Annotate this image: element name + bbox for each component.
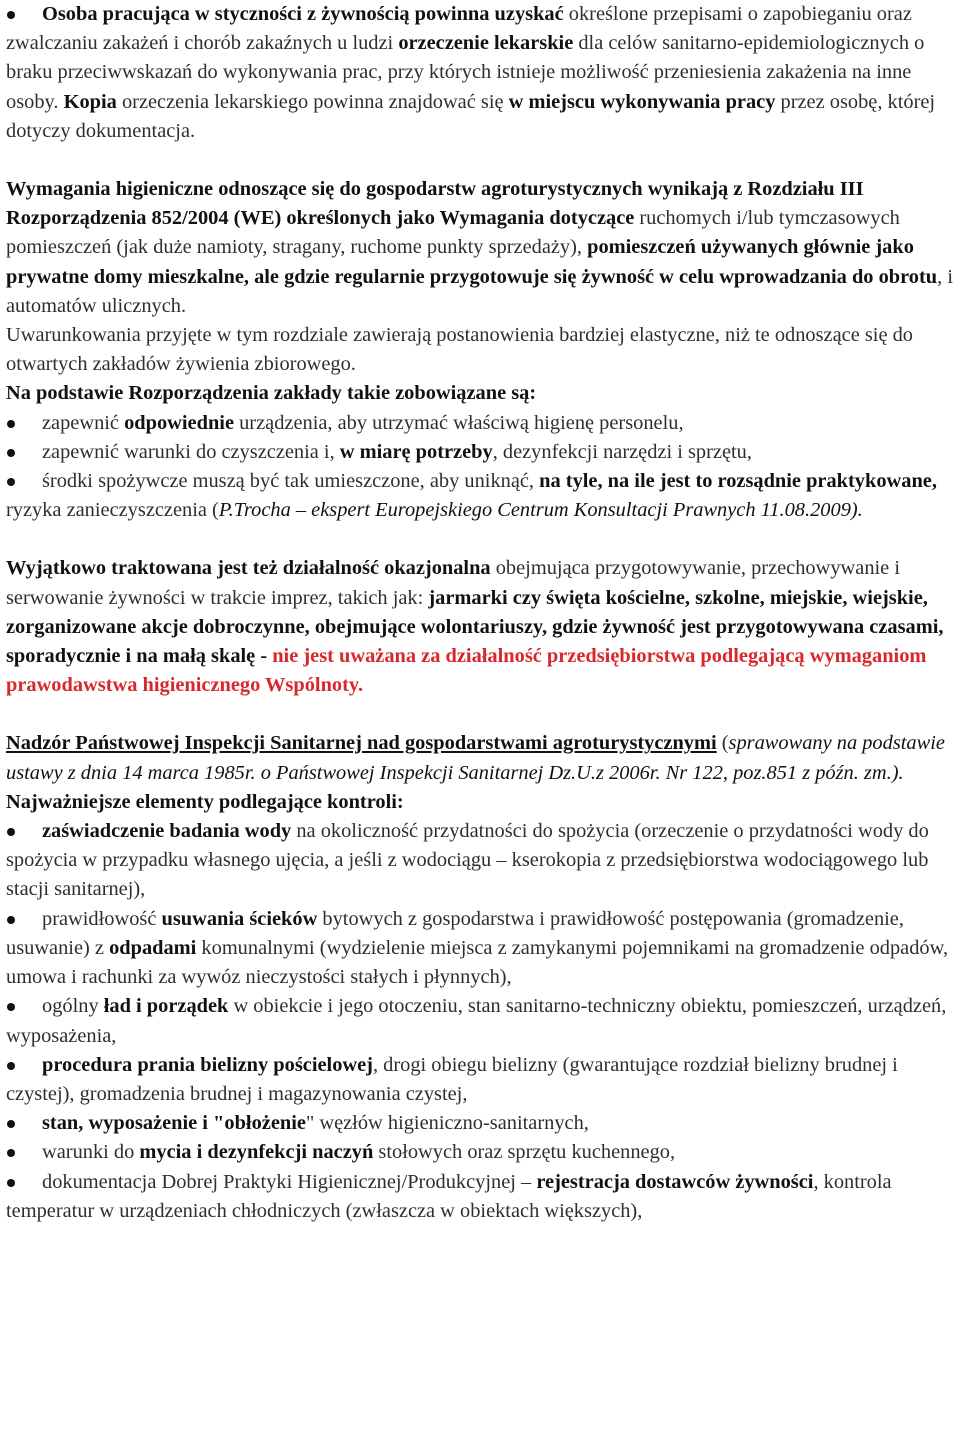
text-run: rejestracja dostawców żywności xyxy=(536,1170,814,1193)
text-run: , kontrola temperatur w urządzeniach chłodniczych (zwłaszcza w obiektach większych), xyxy=(6,1170,892,1222)
text-run: zapewnić warunki do czyszczenia i, xyxy=(42,440,340,463)
list-item xyxy=(6,1109,956,1138)
text-run: pomieszczeń używanych głównie jako prywatne domy mieszkalne, ale gdzie regularnie przygotowuje się żywność w celu wprowadzania do obrotu xyxy=(6,236,938,288)
text-run: , drogi obiegu bielizny (gwarantujące rozdział bielizny brudnej i czystej), gromadzenia brudnej i magazynowania czystej, xyxy=(6,1053,898,1105)
text-run: określone przepisami o zapobieganiu oraz zwalczaniu zakażeń i chorób zakaźnych u ludzi xyxy=(6,3,912,55)
text-run: odpowiednie xyxy=(124,411,235,434)
list-item xyxy=(6,1051,956,1109)
text-run: , i automatów ulicznych. xyxy=(6,265,953,317)
text-run: Kopia xyxy=(63,90,117,113)
list-item xyxy=(6,1138,956,1167)
text-run: prawidłowość xyxy=(42,907,162,930)
text-run: na tyle, na ile jest to rozsądnie praktykowane, xyxy=(539,470,937,493)
text-run: stołowych oraz sprzętu kuchennego, xyxy=(373,1141,676,1164)
text-run: w miejscu wykonywania pracy xyxy=(508,90,776,113)
text-run: P.Trocha – ekspert Europejskiego Centrum Konsultacji Prawnych 11.08.2009). xyxy=(218,499,863,522)
text-run: Wyjątkowo traktowana jest też działalność okazjonalna xyxy=(6,557,491,580)
text-run: ryzyka zanieczyszczenia ( xyxy=(6,499,219,522)
text-run: stan, wyposażenie i "obłożenie xyxy=(42,1112,306,1135)
text-run: orzeczenia lekarskiego powinna znajdować się xyxy=(116,90,509,113)
text-run: na okoliczność przydatności do spożycia (orzeczenie o przydatności wody do spożycia w przypadku własnego ujęcia, a jeśli z wodociągu – kserokopia z przedsiębiorstwa wodociągowego lub stacji sanitarnej), xyxy=(6,820,929,901)
text-run: jarmarki czy święta kościelne, szkolne, miejskie, wiejskie, zorganizowane akcje dobroczynne, obejmujące wolontariuszy, gdzie żywność jest przygotowywana czasami, sporadycznie i na małą skalę - xyxy=(6,586,944,668)
list-item-text xyxy=(42,1112,589,1134)
spacer xyxy=(6,146,956,175)
list-item xyxy=(6,1168,956,1226)
text-run: zapewnić xyxy=(42,411,125,434)
text-run: ład i porządek xyxy=(103,995,229,1018)
list-item xyxy=(6,409,956,438)
text-run: Uwarunkowania przyjęte w tym rozdziale zawierają postanowienia bardziej elastyczne, niż te odnoszące się do otwartych zakładów żywienia zbiorowego. xyxy=(6,324,913,376)
text-run: bytowych z gospodarstwa i prawidłowość postępowania (gromadzenie, usuwanie) z xyxy=(6,907,904,959)
paragraph xyxy=(6,554,956,700)
text-run: komunalnymi (wydzielenie miejsca z zamykanymi pojemnikami na gromadzenie odpadów, umowa i rachunki za wywóz nieczystości stałych i płynnych), xyxy=(6,936,949,989)
list-item-text xyxy=(6,1054,898,1105)
list-item-text xyxy=(42,412,684,434)
text-run: środki spożywcze muszą być tak umieszczone, aby uniknąć, xyxy=(42,470,540,493)
list-item xyxy=(6,992,956,1050)
text-run: w miarę potrzeby xyxy=(339,440,493,463)
spacer xyxy=(6,525,956,554)
text-run: orzeczenie lekarskie xyxy=(398,32,574,55)
text-run: odpadami xyxy=(109,936,197,959)
list-item xyxy=(6,905,956,993)
text-run: urządzenia, aby utrzymać właściwą higienę personelu, xyxy=(234,411,684,434)
text-run: dokumentacja Dobrej Praktyki Higienicznej/Produkcyjnej – xyxy=(42,1170,537,1193)
text-run: usuwania ścieków xyxy=(161,907,318,930)
text-run: ogólny xyxy=(42,995,104,1018)
text-run: dla celów sanitarno-epidemiologicznych o braku przeciwwskazań do wykonywania prac, przy których istnieje możliwość przeniesienia zakażenia na inne osoby. xyxy=(6,32,925,113)
list-item xyxy=(6,438,956,467)
text-run: przez osobę, której dotyczy dokumentacja. xyxy=(6,90,936,142)
text-run: ruchomych i/lub tymczasowych pomieszczeń (jak duże namioty, stragany, ruchome punkty sprzedaży), xyxy=(6,207,900,259)
text-run: Na podstawie Rozporządzenia zakłady takie zobowiązane są: xyxy=(6,382,537,405)
paragraph xyxy=(6,321,956,379)
text-run: Nadzór Państwowej Inspekcji Sanitarnej nad gospodarstwami agroturystycznymi xyxy=(6,732,717,755)
list-item xyxy=(6,817,956,905)
text-run: ( xyxy=(716,732,729,755)
spacer xyxy=(6,700,956,729)
text-run: nie jest uważana za działalność przedsiębiorstwa podlegającą wymaganiom prawodawstwa higienicznego Wspólnoty. xyxy=(6,645,927,697)
text-run: w obiekcie i jego otoczeniu, stan sanitarno-techniczny obiektu, pomieszczeń, urządzeń, wyposażenia, xyxy=(6,995,947,1047)
text-run: sprawowany na podstawie ustawy z dnia 14 marca 1985r. o Państwowej Inspekcji Sanitarnej Dz.U.z 2006r. Nr 122, poz.851 z późn. zm.). xyxy=(6,732,945,784)
list-item xyxy=(6,0,956,146)
text-run: Najważniejsze elementy podlegające kontroli: xyxy=(6,790,404,813)
paragraph-text xyxy=(6,3,935,142)
paragraph xyxy=(6,175,956,321)
text-run: procedura prania bielizny pościelowej xyxy=(42,1053,373,1076)
text-run: Osoba pracująca w styczności z żywnością powinna uzyskać xyxy=(42,3,564,25)
text-run: , dezynfekcji narzędzi i sprzętu, xyxy=(492,440,752,463)
list-item-text xyxy=(6,470,937,521)
section-heading xyxy=(6,379,956,408)
text-run: mycia i dezynfekcji naczyń xyxy=(139,1141,374,1164)
list-item-text xyxy=(42,441,752,463)
paragraph xyxy=(6,729,956,787)
list-item-text xyxy=(6,820,929,900)
list-item-text xyxy=(42,1141,675,1163)
list-item-text xyxy=(6,1171,892,1222)
text-run: Wymagania higieniczne odnoszące się do gospodarstw agroturystycznych wynikają z Rozdziału III Rozporządzenia 852/2004 (WE) określonych jako Wymagania dotyczące xyxy=(6,178,864,230)
text-run: warunki do xyxy=(42,1141,140,1164)
text-run: obejmująca przygotowywanie, przechowywanie i serwowanie żywności w trakcie imprez, takich jak: xyxy=(6,557,900,609)
text-run: zaświadczenie badania wody xyxy=(42,820,292,843)
list-item xyxy=(6,467,956,525)
text-run: " węzłów higieniczno-sanitarnych, xyxy=(305,1112,589,1135)
list-item-text xyxy=(6,908,948,988)
section-heading xyxy=(6,788,956,817)
list-item-text xyxy=(6,995,946,1046)
